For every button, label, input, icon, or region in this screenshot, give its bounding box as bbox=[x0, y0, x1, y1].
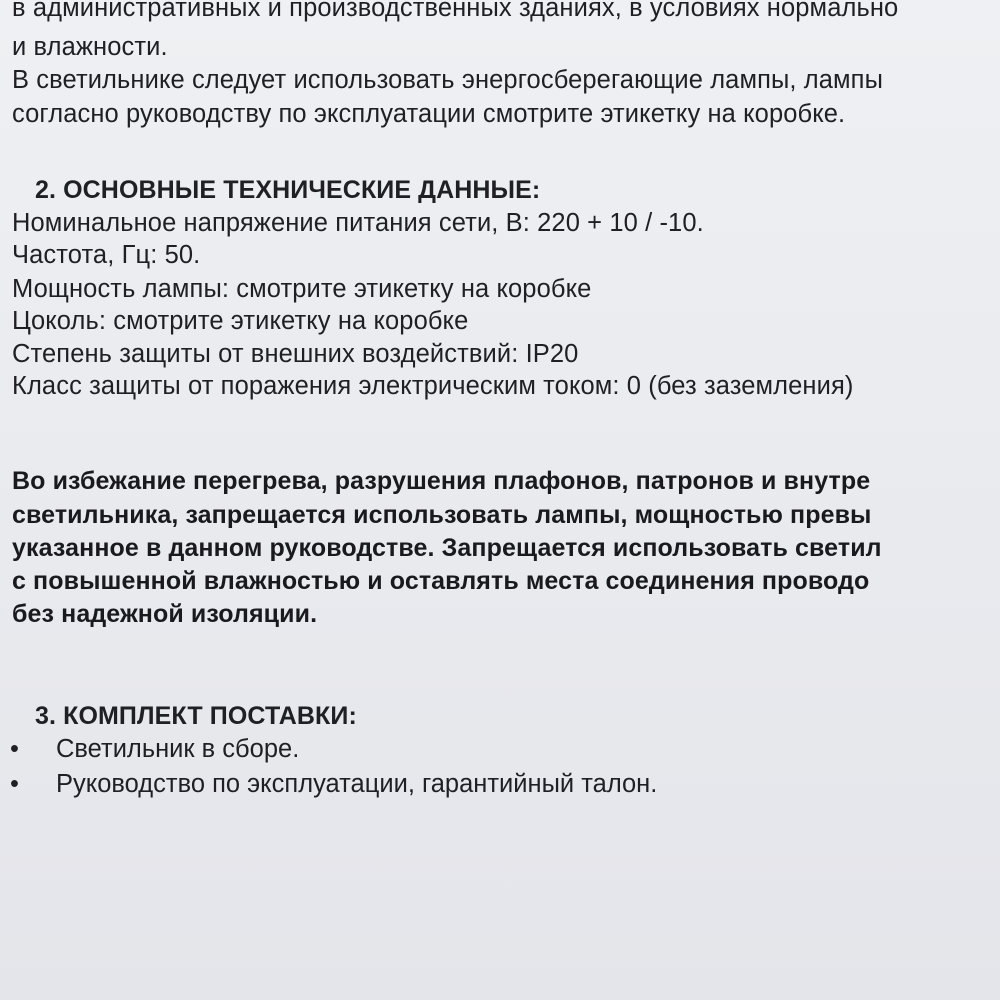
list-item-text: Руководство по эксплуатации, гарантийный талон. bbox=[56, 770, 658, 798]
warning-line-5: без надежной изоляции. bbox=[12, 600, 318, 628]
intro-line-2: и влажности. bbox=[12, 33, 168, 61]
spec-voltage: Номинальное напряжение питания сети, В: 220 + 10 / -10. bbox=[12, 209, 704, 237]
intro-line-4: согласно руководству по эксплуатации смотрите этикетку на коробке. bbox=[12, 100, 846, 128]
warning-line-2: светильника, запрещается использовать лампы, мощностью превы bbox=[12, 501, 872, 529]
intro-line-1: в административных и производственных зданиях, в условиях нормально bbox=[12, 0, 899, 22]
spec-socket: Цоколь: смотрите этикетку на коробке bbox=[12, 307, 469, 335]
list-item bbox=[10, 770, 657, 799]
warning-line-1: Во избежание перегрева, разрушения плафонов, патронов и внутре bbox=[12, 467, 871, 495]
bullet-icon: • bbox=[10, 735, 19, 763]
spec-ip-rating: Степень защиты от внешних воздействий: IP20 bbox=[12, 340, 579, 368]
list-item bbox=[10, 735, 299, 764]
spec-shock-class: Класс защиты от поражения электрическим током: 0 (без заземления) bbox=[12, 372, 854, 400]
spec-lamp-power: Мощность лампы: смотрите этикетку на коробке bbox=[12, 275, 592, 303]
list-item-text: Светильник в сборе. bbox=[56, 735, 300, 763]
intro-line-3: В светильнике следует использовать энергосберегающие лампы, лампы bbox=[12, 66, 884, 94]
bullet-icon: • bbox=[10, 770, 19, 798]
spec-frequency: Частота, Гц: 50. bbox=[12, 241, 201, 269]
warning-line-4: с повышенной влажностью и оставлять места соединения проводо bbox=[12, 567, 870, 595]
section-2-heading: 2. ОСНОВНЫЕ ТЕХНИЧЕСКИЕ ДАННЫЕ: bbox=[35, 176, 541, 204]
section-3-heading: 3. КОМПЛЕКТ ПОСТАВКИ: bbox=[35, 702, 357, 730]
warning-line-3: указанное в данном руководстве. Запрещается использовать светил bbox=[12, 534, 882, 562]
